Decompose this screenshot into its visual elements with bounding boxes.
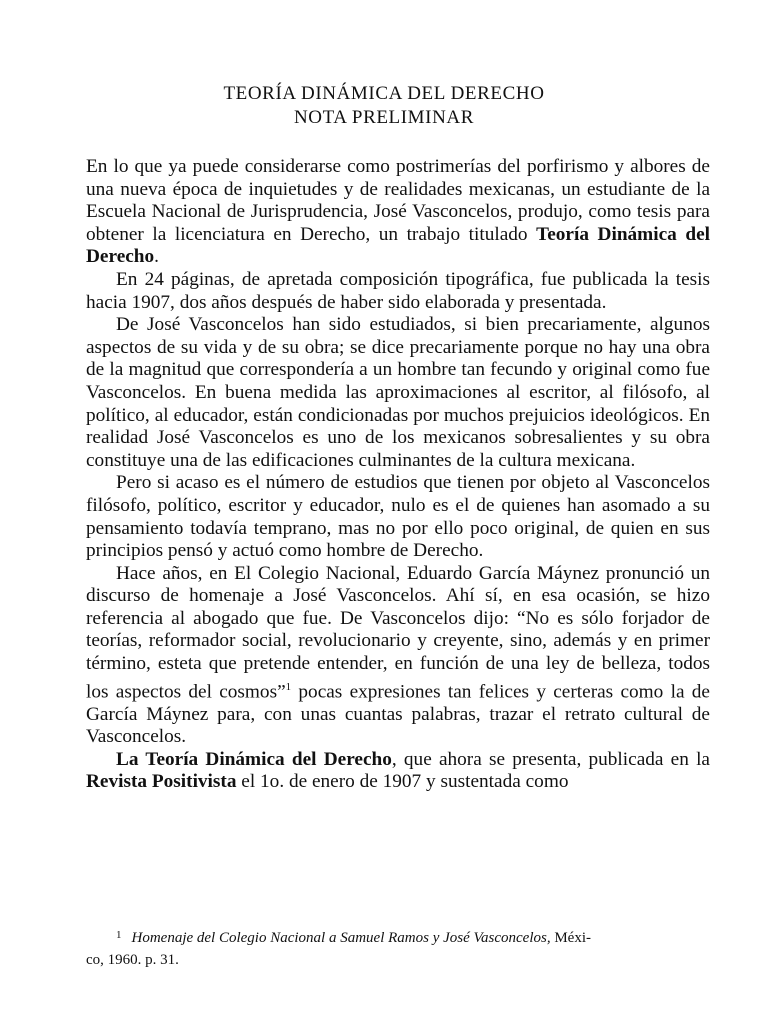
paragraph-2: En 24 páginas, de apretada composición tipográfica, fue publicada la tesis hacia 1907, dos años después de haber sido elaborada y presentada. xyxy=(86,268,710,313)
document-title: TEORÍA DINÁMICA DEL DERECHO xyxy=(223,83,545,104)
footnote-line-2: co, 1960. p. 31. xyxy=(86,952,179,968)
paragraph-6: La Teoría Dinámica del Derecho, que ahora se presenta, publicada en la Revista Positivista el 1o. de enero de 1907 y sustentada como xyxy=(86,748,710,793)
footnote-title: Homenaje del Colegio Nacional a Samuel Ramos y José Vasconcelos, xyxy=(131,930,551,946)
paragraph-5: Hace años, en El Colegio Nacional, Eduardo García Máynez pronunció un discurso de homenaje a José Vasconcelos. Ahí sí, en esa ocasión, se hizo referencia al abogado que fue. De Vasconcelos dijo: “No es sólo forjador de teorías, reformador social, revolucionario y creyente, sino, además y en primer término, esteta que pretende entender, en función de una ley de belleza, todos los aspectos del cosmos”$^1$ pocas expresiones tan felices y certeras como la de García Máynez para, con unas cuantas palabras, trazar el retrato cultural de Vasconcelos. xyxy=(86,562,710,748)
footnote xyxy=(86,924,710,971)
paragraph-4: Pero si acaso es el número de estudios que tienen por objeto al Vasconcelos filósofo, político, escritor y educador, nulo es el de quienes han asomado a su pensamiento todavía temprano, mas no por ello poco original, de quien en sus principios pensó y actuó como hombre de Derecho. xyxy=(86,472,710,562)
paragraph-1: En lo que ya puede considerarse como postrimerías del porfirismo y albores de una nueva época de inquietudes y de realidades mexicanas, un estudiante de la Escuela Nacional de Jurisprudencia, José Vasconcelos, produjo, como tesis para obtener la licenciatura en Derecho, un trabajo titulado Teoría Dinámica del Derecho. xyxy=(86,156,710,268)
thesis-title-bold: Teoría Dinámica del Derecho xyxy=(86,223,710,268)
journal-title-bold: Revista Positivista xyxy=(86,771,237,793)
footnote-place: Méxi- xyxy=(554,930,592,946)
footnote-marker: 1 xyxy=(116,929,122,941)
paragraph-3: De José Vasconcelos han sido estudiados, si bien precariamente, algunos aspectos de su vida y de su obra; se dice precariamente porque no hay una obra de la magnitud que correspondería a un hombre tan fecundo y original como fue Vasconcelos. En buena medida las aproximaciones al escritor, al filósofo, al político, al educador, están condicionadas por muchos prejuicios ideológicos. En realidad José Vasconcelos es uno de los mexicanos sobresalientes y su obra constituye una de las edificaciones culminantes de la cultura mexicana. xyxy=(86,314,710,471)
footnote-reference: 1 xyxy=(285,680,292,693)
footnote-line-1 xyxy=(116,924,710,949)
body-text xyxy=(86,156,710,794)
document-subtitle: NOTA PRELIMINAR xyxy=(293,107,475,128)
work-title-bold: La Teoría Dinámica del Derecho xyxy=(116,748,392,770)
